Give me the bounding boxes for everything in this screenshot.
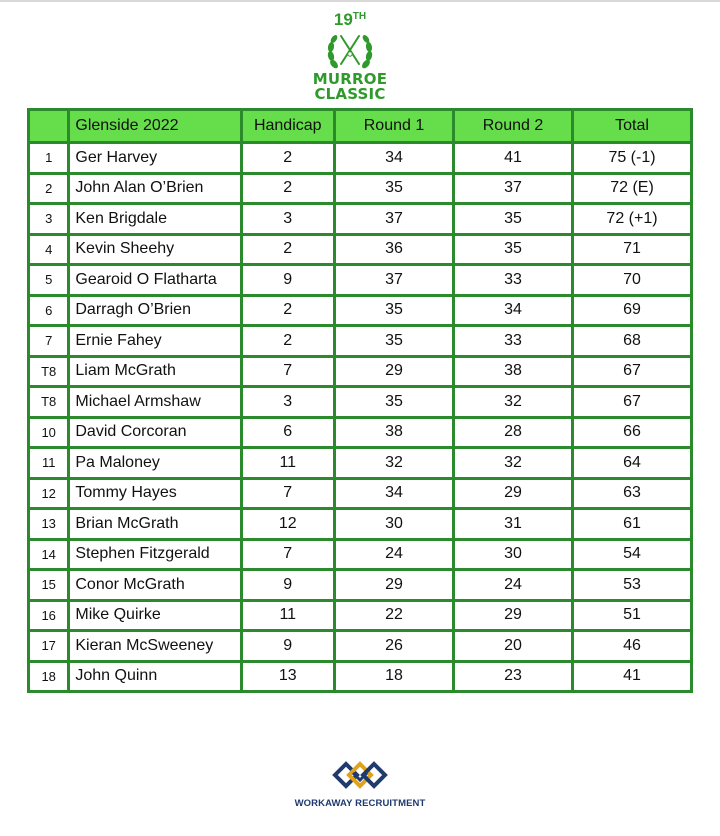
round1-cell: 26 — [335, 631, 454, 662]
round2-cell: 31 — [454, 509, 573, 540]
round1-cell: 18 — [335, 661, 454, 692]
round1-cell: 37 — [335, 265, 454, 296]
handicap-cell: 13 — [241, 661, 335, 692]
header-row — [29, 110, 692, 143]
round1-cell: 35 — [335, 326, 454, 357]
header-handicap: Handicap — [241, 110, 335, 143]
round2-cell: 32 — [454, 387, 573, 418]
player-name-cell: John Alan O’Brien — [69, 173, 241, 204]
round1-cell: 35 — [335, 295, 454, 326]
position-cell: 4 — [29, 234, 69, 265]
position-cell: 14 — [29, 539, 69, 570]
sponsor-name: WORKAWAY RECRUITMENT — [294, 798, 426, 809]
handicap-cell: 3 — [241, 387, 335, 418]
round1-cell: 24 — [335, 539, 454, 570]
round1-cell: 35 — [335, 387, 454, 418]
position-cell: 3 — [29, 204, 69, 235]
player-name-cell: John Quinn — [69, 661, 241, 692]
total-cell: 71 — [573, 234, 692, 265]
handicap-cell: 7 — [241, 356, 335, 387]
position-cell: 16 — [29, 600, 69, 631]
laurel-crossed-clubs-icon — [326, 30, 374, 72]
player-name-cell: Mike Quirke — [69, 600, 241, 631]
position-cell: 5 — [29, 265, 69, 296]
handicap-cell: 12 — [241, 509, 335, 540]
round1-cell: 37 — [335, 204, 454, 235]
total-cell: 67 — [573, 356, 692, 387]
player-name-cell: Ken Brigdale — [69, 204, 241, 235]
header-round2: Round 2 — [454, 110, 573, 143]
total-cell: 46 — [573, 631, 692, 662]
total-cell: 72 (E) — [573, 173, 692, 204]
round2-cell: 34 — [454, 295, 573, 326]
total-cell: 53 — [573, 570, 692, 601]
player-name-cell: Pa Maloney — [69, 448, 241, 479]
total-cell: 67 — [573, 387, 692, 418]
round1-cell: 34 — [335, 143, 454, 174]
logo-title-line2: CLASSIC — [314, 85, 386, 103]
position-cell: T8 — [29, 356, 69, 387]
table-row — [29, 509, 692, 540]
table-row — [29, 387, 692, 418]
table-row — [29, 173, 692, 204]
handicap-cell: 2 — [241, 173, 335, 204]
total-cell: 75 (-1) — [573, 143, 692, 174]
round2-cell: 20 — [454, 631, 573, 662]
edition-suffix: TH — [352, 11, 367, 22]
round1-cell: 29 — [335, 570, 454, 601]
total-cell: 69 — [573, 295, 692, 326]
header-event: Glenside 2022 — [69, 110, 241, 143]
round2-cell: 33 — [454, 326, 573, 357]
round2-cell: 41 — [454, 143, 573, 174]
round2-cell: 32 — [454, 448, 573, 479]
edition-label — [300, 8, 400, 29]
header-total: Total — [573, 110, 692, 143]
handicap-cell: 11 — [241, 600, 335, 631]
round2-cell: 23 — [454, 661, 573, 692]
player-name-cell: Ger Harvey — [69, 143, 241, 174]
table-row — [29, 448, 692, 479]
round2-cell: 35 — [454, 234, 573, 265]
position-cell: 13 — [29, 509, 69, 540]
round2-cell: 24 — [454, 570, 573, 601]
diamond-chain-icon — [332, 760, 388, 796]
table-row — [29, 600, 692, 631]
round2-cell: 29 — [454, 600, 573, 631]
round1-cell: 30 — [335, 509, 454, 540]
table-row — [29, 234, 692, 265]
player-name-cell: Kieran McSweeney — [69, 631, 241, 662]
table-row — [29, 204, 692, 235]
round2-cell: 28 — [454, 417, 573, 448]
position-cell: 18 — [29, 661, 69, 692]
table-row — [29, 539, 692, 570]
round1-cell: 35 — [335, 173, 454, 204]
player-name-cell: Brian McGrath — [69, 509, 241, 540]
table-row — [29, 265, 692, 296]
total-cell: 68 — [573, 326, 692, 357]
round1-cell: 38 — [335, 417, 454, 448]
handicap-cell: 2 — [241, 326, 335, 357]
position-cell: 17 — [29, 631, 69, 662]
handicap-cell: 2 — [241, 295, 335, 326]
header-position — [29, 110, 69, 143]
table-row — [29, 631, 692, 662]
handicap-cell: 3 — [241, 204, 335, 235]
top-divider — [0, 0, 720, 2]
player-name-cell: Darragh O’Brien — [69, 295, 241, 326]
murroe-classic-logo — [300, 8, 400, 104]
position-cell: 6 — [29, 295, 69, 326]
table-row — [29, 478, 692, 509]
position-cell: T8 — [29, 387, 69, 418]
handicap-cell: 9 — [241, 631, 335, 662]
edition-number: 19 — [333, 10, 353, 29]
handicap-cell: 9 — [241, 570, 335, 601]
round2-cell: 37 — [454, 173, 573, 204]
handicap-cell: 9 — [241, 265, 335, 296]
total-cell: 61 — [573, 509, 692, 540]
sponsor-logo — [270, 760, 450, 812]
player-name-cell: Ernie Fahey — [69, 326, 241, 357]
player-name-cell: Tommy Hayes — [69, 478, 241, 509]
handicap-cell: 7 — [241, 478, 335, 509]
player-name-cell: Kevin Sheehy — [69, 234, 241, 265]
table-row — [29, 143, 692, 174]
handicap-cell: 2 — [241, 234, 335, 265]
player-name-cell: David Corcoran — [69, 417, 241, 448]
handicap-cell: 6 — [241, 417, 335, 448]
total-cell: 41 — [573, 661, 692, 692]
player-name-cell: Conor McGrath — [69, 570, 241, 601]
round2-cell: 38 — [454, 356, 573, 387]
round1-cell: 32 — [335, 448, 454, 479]
player-name-cell: Liam McGrath — [69, 356, 241, 387]
position-cell: 7 — [29, 326, 69, 357]
results-table — [27, 108, 693, 693]
round2-cell: 29 — [454, 478, 573, 509]
position-cell: 12 — [29, 478, 69, 509]
handicap-cell: 11 — [241, 448, 335, 479]
round1-cell: 29 — [335, 356, 454, 387]
header-round1: Round 1 — [335, 110, 454, 143]
round2-cell: 30 — [454, 539, 573, 570]
position-cell: 2 — [29, 173, 69, 204]
round1-cell: 22 — [335, 600, 454, 631]
position-cell: 10 — [29, 417, 69, 448]
table-row — [29, 570, 692, 601]
player-name-cell: Gearoid O Flatharta — [69, 265, 241, 296]
handicap-cell: 2 — [241, 143, 335, 174]
total-cell: 51 — [573, 600, 692, 631]
table-row — [29, 326, 692, 357]
table-row — [29, 661, 692, 692]
total-cell: 63 — [573, 478, 692, 509]
player-name-cell: Michael Armshaw — [69, 387, 241, 418]
total-cell: 66 — [573, 417, 692, 448]
total-cell: 70 — [573, 265, 692, 296]
round1-cell: 36 — [335, 234, 454, 265]
handicap-cell: 7 — [241, 539, 335, 570]
total-cell: 64 — [573, 448, 692, 479]
total-cell: 54 — [573, 539, 692, 570]
round2-cell: 33 — [454, 265, 573, 296]
total-cell: 72 (+1) — [573, 204, 692, 235]
table-row — [29, 417, 692, 448]
table-row — [29, 356, 692, 387]
player-name-cell: Stephen Fitzgerald — [69, 539, 241, 570]
position-cell: 11 — [29, 448, 69, 479]
round1-cell: 34 — [335, 478, 454, 509]
position-cell: 1 — [29, 143, 69, 174]
logo-title-line1: MURROE — [312, 70, 388, 88]
round2-cell: 35 — [454, 204, 573, 235]
table-row — [29, 295, 692, 326]
position-cell: 15 — [29, 570, 69, 601]
